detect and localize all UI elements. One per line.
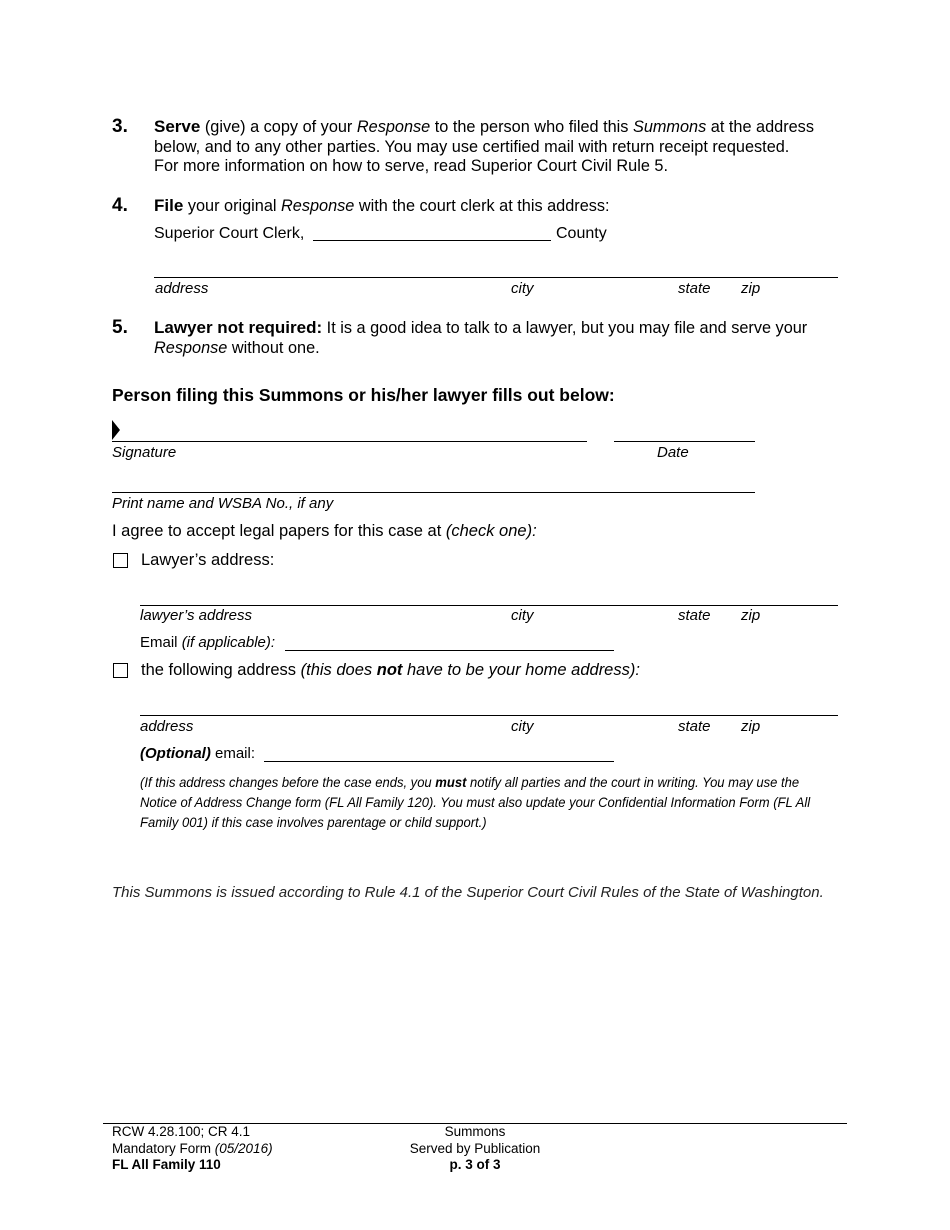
- lawyer-address-checkbox[interactable]: [113, 553, 128, 568]
- item-4-text: [154, 196, 834, 217]
- item-3-lead: Serve: [154, 117, 201, 136]
- clerk-address-label: address: [155, 280, 209, 297]
- item-4-body: [183, 197, 609, 215]
- lawyer-email-field[interactable]: [285, 650, 614, 651]
- following-address-label: address: [140, 718, 194, 735]
- lawyer-address-option-label: Lawyer’s address:: [141, 551, 275, 569]
- footer-mandatory-plain: Mandatory Form: [112, 1140, 215, 1156]
- following-address-italic-post: have to be your home address):: [402, 661, 640, 679]
- item-4-number: 4.: [112, 195, 128, 216]
- clerk-label: Superior Court Clerk,: [154, 225, 305, 242]
- lawyer-zip-label: zip: [741, 607, 761, 624]
- following-city-label: city: [511, 718, 534, 735]
- following-state-label: state: [678, 718, 711, 735]
- lawyer-address-field[interactable]: [140, 605, 838, 606]
- item-5-text: [154, 318, 824, 358]
- lawyer-address-label: lawyer’s address: [140, 607, 252, 624]
- lawyer-email-italic: (if applicable):: [181, 634, 276, 651]
- issued-statement: This Summons is issued according to Rule 4.1 of the Superior Court Civil Rules of the State of Washington.: [112, 884, 824, 901]
- clerk-city-label: city: [511, 280, 534, 297]
- footer-mandatory-date: (05/2016): [214, 1140, 273, 1156]
- following-address-italic-bold: not: [376, 661, 403, 679]
- agree-text: [112, 522, 537, 541]
- text-run: Response: [154, 338, 228, 357]
- clerk-zip-label: zip: [741, 280, 761, 297]
- footer-mandatory-form: [112, 1141, 273, 1158]
- optional-email-plain: email:: [210, 745, 256, 762]
- item-4-lead: File: [154, 196, 184, 215]
- signature-label: Signature: [112, 444, 177, 461]
- agree-text-italic: (check one):: [445, 522, 537, 540]
- lawyer-state-label: state: [678, 607, 711, 624]
- footer-center: [375, 1124, 575, 1174]
- item-3-number: 3.: [112, 116, 128, 137]
- text-run: (If this address changes before the case ends, you: [140, 774, 436, 790]
- text-run: Summons: [632, 118, 707, 136]
- text-run: without one.: [227, 338, 320, 357]
- county-label: County: [556, 225, 607, 242]
- lawyer-email-plain: Email: [140, 634, 182, 651]
- footer-subtitle: Served by Publication: [409, 1140, 541, 1156]
- county-name-field[interactable]: [313, 240, 551, 241]
- text-run: with the court clerk at this address:: [354, 197, 610, 215]
- optional-email-label: [140, 745, 255, 762]
- item-3-body: [154, 118, 814, 175]
- clerk-address-field[interactable]: [154, 277, 838, 278]
- text-run: Response: [281, 197, 355, 215]
- text-run: at the address below, and to any other parties. You may use certified mail with return receipt requested. For more information on how to serve, read Superior Court Civil Rule 5.: [154, 118, 814, 175]
- lawyer-email-label: [140, 634, 275, 651]
- item-5-lead: Lawyer not required:: [154, 318, 323, 337]
- print-name-label: Print name and WSBA No., if any: [112, 495, 334, 512]
- footer-page-number: p. 3 of 3: [449, 1157, 501, 1172]
- text-run: (give) a copy of your: [200, 118, 357, 136]
- filer-heading: Person filing this Summons or his/her lawyer fills out below:: [112, 385, 615, 405]
- text-run: notify all parties and the court in writing. You may use the Notice of Address Change form (FL All Family 120). You must also update your Confidential Information Form (FL All Family 001) if this case involves parentage or child support.): [140, 774, 811, 830]
- text-run: must: [435, 774, 467, 790]
- footer-rcw: RCW 4.28.100; CR 4.1: [112, 1124, 251, 1139]
- item-3-text: [154, 117, 814, 177]
- clerk-state-label: state: [678, 280, 711, 297]
- text-run: Response: [356, 118, 431, 136]
- following-address-italic-pre: (this does: [300, 661, 377, 679]
- lawyer-city-label: city: [511, 607, 534, 624]
- text-run: It is a good idea to talk to a lawyer, but you may file and serve your: [322, 319, 808, 337]
- address-change-note: [140, 772, 828, 832]
- text-run: your original: [183, 197, 282, 215]
- following-address-option-label: [141, 661, 640, 680]
- optional-email-field[interactable]: [264, 761, 614, 762]
- footer-form-id: FL All Family 110: [112, 1157, 221, 1172]
- following-address-plain: the following address: [141, 661, 301, 679]
- agree-text-plain: I agree to accept legal papers for this case at: [112, 522, 446, 540]
- optional-label: (Optional): [140, 745, 211, 762]
- footer-title: Summons: [444, 1124, 506, 1139]
- item-5-number: 5.: [112, 317, 128, 338]
- text-run: to the person who filed this: [430, 118, 633, 136]
- date-label: Date: [657, 444, 689, 461]
- print-name-field[interactable]: [112, 492, 755, 493]
- following-address-field[interactable]: [140, 715, 838, 716]
- sign-here-arrow-icon: [112, 420, 120, 440]
- signature-field[interactable]: [112, 441, 587, 442]
- date-field[interactable]: [614, 441, 755, 442]
- following-zip-label: zip: [741, 718, 761, 735]
- footer-left: [112, 1124, 273, 1174]
- following-address-checkbox[interactable]: [113, 663, 128, 678]
